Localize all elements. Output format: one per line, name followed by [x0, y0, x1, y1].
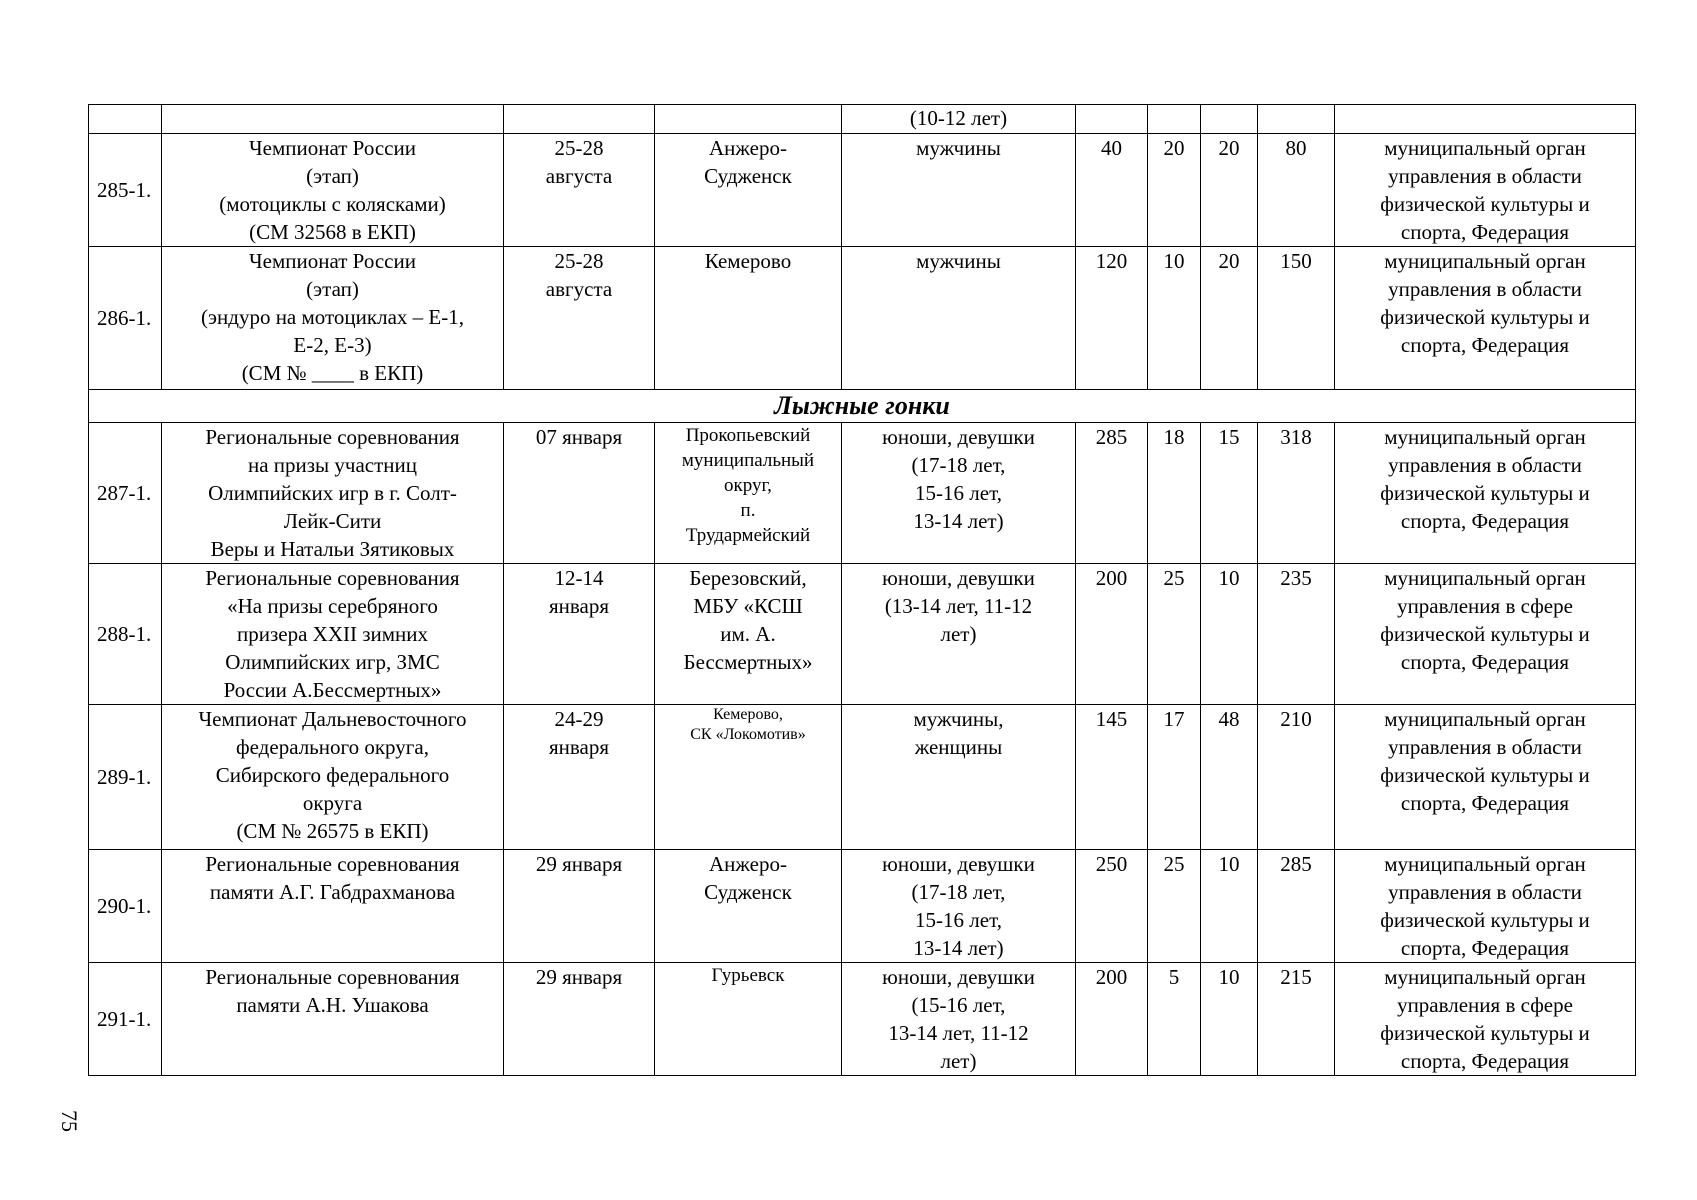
cell-count-1: 145 — [1076, 705, 1148, 850]
section-row — [89, 390, 1636, 423]
organizer-line: муниципальный орган — [1384, 707, 1586, 731]
table-row — [89, 423, 1636, 564]
event-line: (этап) — [306, 277, 359, 301]
cell-count-1: 120 — [1076, 247, 1148, 390]
event-line: памяти А.Г. Габдрахманова — [209, 880, 456, 904]
cell-event — [162, 247, 504, 390]
cell-total: 80 — [1258, 134, 1335, 247]
participants-line: юноши, девушки — [882, 566, 1035, 590]
event-line: (СМ № ____ в ЕКП) — [241, 361, 424, 385]
cell-dates — [504, 423, 655, 564]
event-line: памяти А.Н. Ушакова — [236, 993, 429, 1017]
cell-count-1 — [1076, 105, 1148, 134]
cell-count-1: 40 — [1076, 134, 1148, 247]
organizer-line: физической культуры и — [1380, 622, 1590, 646]
participants-line: юноши, девушки — [882, 425, 1035, 449]
event-line: России А.Бессмертных» — [223, 678, 442, 702]
participants-line: 15-16 лет, — [915, 481, 1002, 505]
event-line: (мотоциклы с колясками) — [219, 192, 446, 216]
event-line: Веры и Натальи Зятиковых — [210, 537, 455, 561]
cell-participants — [842, 247, 1076, 390]
cell-count-3: 48 — [1201, 705, 1258, 850]
table-row — [89, 247, 1636, 390]
place-line: Анжеро- — [709, 136, 787, 160]
organizer-line: муниципальный орган — [1384, 249, 1586, 273]
participants-line: мужчины — [916, 136, 1001, 160]
cell-place — [655, 850, 842, 963]
participants-line: лет) — [940, 622, 977, 646]
cell-count-1: 285 — [1076, 423, 1148, 564]
cell-event — [162, 963, 504, 1076]
place-line: МБУ «КСШ — [693, 594, 803, 618]
cell-event — [162, 134, 504, 247]
event-line: Е-2, Е-3) — [293, 333, 372, 357]
place-line: Анжеро- — [709, 852, 787, 876]
organizer-line: муниципальный орган — [1384, 566, 1586, 590]
cell-num: 286-1. — [89, 247, 162, 390]
cell-organizer — [1335, 105, 1636, 134]
organizer-line: управления в области — [1388, 880, 1582, 904]
cell-count-2: 20 — [1148, 134, 1201, 247]
place-line: им. А. — [720, 622, 776, 646]
organizer-line: управления в сфере — [1397, 594, 1573, 618]
place-line: Кемерово — [704, 249, 792, 273]
cell-organizer — [1335, 705, 1636, 850]
event-line: (эндуро на мотоциклах – Е-1, — [201, 305, 464, 329]
cell-count-3: 20 — [1201, 247, 1258, 390]
organizer-line: физической культуры и — [1380, 192, 1590, 216]
cell-event — [162, 850, 504, 963]
participants-text: (10-12 лет) — [909, 106, 1008, 130]
cell-participants — [842, 105, 1076, 134]
date-line: января — [548, 594, 610, 618]
cell-event — [162, 105, 504, 134]
event-line: Лейк-Сити — [283, 509, 382, 533]
date-line: 24-29 — [554, 707, 604, 731]
participants-line: (17-18 лет, — [911, 453, 1006, 477]
event-line: Чемпионат Дальневосточного — [198, 707, 467, 731]
organizer-line: физической культуры и — [1380, 908, 1590, 932]
cell-place — [655, 423, 842, 564]
event-line: «На призы серебряного — [227, 594, 438, 618]
organizer-line: спорта, Федерация — [1400, 791, 1570, 815]
cell-dates — [504, 850, 655, 963]
cell-place — [655, 105, 842, 134]
place-line: СК «Локомотив» — [690, 726, 806, 743]
organizer-line: муниципальный орган — [1384, 136, 1586, 160]
date-line: августа — [545, 277, 613, 301]
date-line: 29 января — [535, 852, 623, 876]
organizer-line: управления в сфере — [1397, 993, 1573, 1017]
cell-total: 285 — [1258, 850, 1335, 963]
participants-line: 13-14 лет, 11-12 — [888, 1021, 1029, 1045]
participants-line: 15-16 лет, — [915, 908, 1002, 932]
cell-participants — [842, 564, 1076, 705]
cell-total: 235 — [1258, 564, 1335, 705]
table-row — [89, 134, 1636, 247]
cell-dates — [504, 963, 655, 1076]
organizer-line: управления в области — [1388, 164, 1582, 188]
organizer-line: управления в области — [1388, 277, 1582, 301]
cell-event — [162, 423, 504, 564]
cell-organizer — [1335, 850, 1636, 963]
cell-num: 291-1. — [89, 963, 162, 1076]
event-line: Региональные соревнования — [205, 425, 460, 449]
organizer-line: физической культуры и — [1380, 1021, 1590, 1045]
cell-count-2: 18 — [1148, 423, 1201, 564]
cell-place — [655, 705, 842, 850]
cell-organizer — [1335, 564, 1636, 705]
place-line: Березовский, — [689, 566, 807, 590]
cell-participants — [842, 423, 1076, 564]
place-line: Трудармейский — [685, 525, 811, 546]
date-line: 25-28 — [554, 249, 604, 273]
event-line: (СМ 32568 в ЕКП) — [249, 220, 416, 244]
place-line: Бессмертных» — [683, 650, 813, 674]
table-row-continued — [89, 105, 1636, 134]
participants-line: (17-18 лет, — [911, 880, 1006, 904]
event-line: Олимпийских игр, ЗМС — [225, 650, 440, 674]
participants-line: лет) — [940, 1049, 977, 1073]
place-line: округ, — [724, 475, 772, 496]
organizer-line: спорта, Федерация — [1400, 1049, 1570, 1073]
cell-count-2 — [1148, 105, 1201, 134]
place-line: п. — [740, 500, 756, 521]
cell-dates — [504, 247, 655, 390]
cell-count-1: 250 — [1076, 850, 1148, 963]
cell-organizer — [1335, 134, 1636, 247]
place-line: Гурьевск — [711, 965, 785, 986]
participants-line: мужчины, — [913, 707, 1004, 731]
cell-num — [89, 105, 162, 134]
cell-num: 287-1. — [89, 423, 162, 564]
cell-count-3: 10 — [1201, 850, 1258, 963]
cell-count-3 — [1201, 105, 1258, 134]
cell-participants — [842, 705, 1076, 850]
cell-dates — [504, 105, 655, 134]
event-line: (СМ № 26575 в ЕКП) — [236, 819, 429, 843]
organizer-line: физической культуры и — [1380, 763, 1590, 787]
organizer-line: физической культуры и — [1380, 481, 1590, 505]
organizer-line: спорта, Федерация — [1400, 650, 1570, 674]
date-line: 29 января — [535, 965, 623, 989]
organizer-line: спорта, Федерация — [1400, 220, 1570, 244]
date-line: 25-28 — [554, 136, 604, 160]
participants-line: женщины — [914, 735, 1003, 759]
participants-line: мужчины — [916, 249, 1001, 273]
cell-count-2: 25 — [1148, 850, 1201, 963]
event-line: призера XXII зимних — [236, 622, 429, 646]
cell-participants — [842, 134, 1076, 247]
date-line: 12-14 — [554, 566, 604, 590]
organizer-line: спорта, Федерация — [1400, 333, 1570, 357]
cell-count-1: 200 — [1076, 564, 1148, 705]
cell-place — [655, 564, 842, 705]
event-line: Региональные соревнования — [205, 566, 460, 590]
place-line: муниципальный — [681, 450, 815, 471]
participants-line: юноши, девушки — [882, 852, 1035, 876]
cell-participants — [842, 850, 1076, 963]
cell-place — [655, 247, 842, 390]
place-line: Прокопьевский — [685, 425, 811, 446]
cell-event — [162, 564, 504, 705]
cell-participants — [842, 963, 1076, 1076]
events-table — [88, 104, 1636, 1076]
organizer-line: муниципальный орган — [1384, 425, 1586, 449]
cell-total: 210 — [1258, 705, 1335, 850]
page-number: 75 — [57, 1110, 82, 1132]
cell-total: 215 — [1258, 963, 1335, 1076]
organizer-line: управления в области — [1388, 735, 1582, 759]
table-row — [89, 850, 1636, 963]
cell-count-2: 25 — [1148, 564, 1201, 705]
cell-total — [1258, 105, 1335, 134]
cell-count-1: 200 — [1076, 963, 1148, 1076]
cell-num: 289-1. — [89, 705, 162, 850]
table-row — [89, 564, 1636, 705]
place-line: Судженск — [704, 880, 792, 904]
event-line: Региональные соревнования — [205, 965, 460, 989]
event-line: Олимпийских игр в г. Солт- — [208, 481, 457, 505]
cell-event — [162, 705, 504, 850]
organizer-line: муниципальный орган — [1384, 965, 1586, 989]
cell-count-2: 10 — [1148, 247, 1201, 390]
cell-dates — [504, 564, 655, 705]
cell-organizer — [1335, 423, 1636, 564]
cell-num: 285-1. — [89, 134, 162, 247]
event-line: Чемпионат России — [249, 249, 416, 273]
event-line: округа — [302, 791, 363, 815]
cell-organizer — [1335, 247, 1636, 390]
participants-line: (15-16 лет, — [911, 993, 1006, 1017]
participants-line: (13-14 лет, 11-12 — [884, 594, 1033, 618]
cell-count-3: 10 — [1201, 963, 1258, 1076]
cell-dates — [504, 705, 655, 850]
organizer-line: муниципальный орган — [1384, 852, 1586, 876]
cell-place — [655, 134, 842, 247]
cell-num: 290-1. — [89, 850, 162, 963]
cell-count-2: 5 — [1148, 963, 1201, 1076]
event-line: на призы участниц — [247, 453, 418, 477]
place-line: Кемерово, — [713, 706, 783, 723]
event-line: (этап) — [306, 164, 359, 188]
date-line: 07 января — [535, 425, 623, 449]
place-line: Судженск — [704, 164, 792, 188]
cell-count-3: 20 — [1201, 134, 1258, 247]
event-line: Сибирского федерального — [215, 763, 450, 787]
cell-dates — [504, 134, 655, 247]
cell-num: 288-1. — [89, 564, 162, 705]
organizer-line: физической культуры и — [1380, 305, 1590, 329]
participants-line: 13-14 лет) — [913, 936, 1004, 960]
event-line: Региональные соревнования — [205, 852, 460, 876]
participants-line: юноши, девушки — [882, 965, 1035, 989]
section-title: Лыжные гонки — [89, 390, 1636, 423]
date-line: августа — [545, 164, 613, 188]
cell-count-3: 10 — [1201, 564, 1258, 705]
cell-organizer — [1335, 963, 1636, 1076]
participants-line: 13-14 лет) — [913, 509, 1004, 533]
cell-total: 318 — [1258, 423, 1335, 564]
table-row — [89, 963, 1636, 1076]
event-line: федерального округа, — [236, 735, 429, 759]
organizer-line: управления в области — [1388, 453, 1582, 477]
organizer-line: спорта, Федерация — [1400, 936, 1570, 960]
table-row — [89, 705, 1636, 850]
event-line: Чемпионат России — [249, 136, 416, 160]
cell-total: 150 — [1258, 247, 1335, 390]
cell-count-3: 15 — [1201, 423, 1258, 564]
cell-place — [655, 963, 842, 1076]
cell-count-2: 17 — [1148, 705, 1201, 850]
organizer-line: спорта, Федерация — [1400, 509, 1570, 533]
date-line: января — [548, 735, 610, 759]
